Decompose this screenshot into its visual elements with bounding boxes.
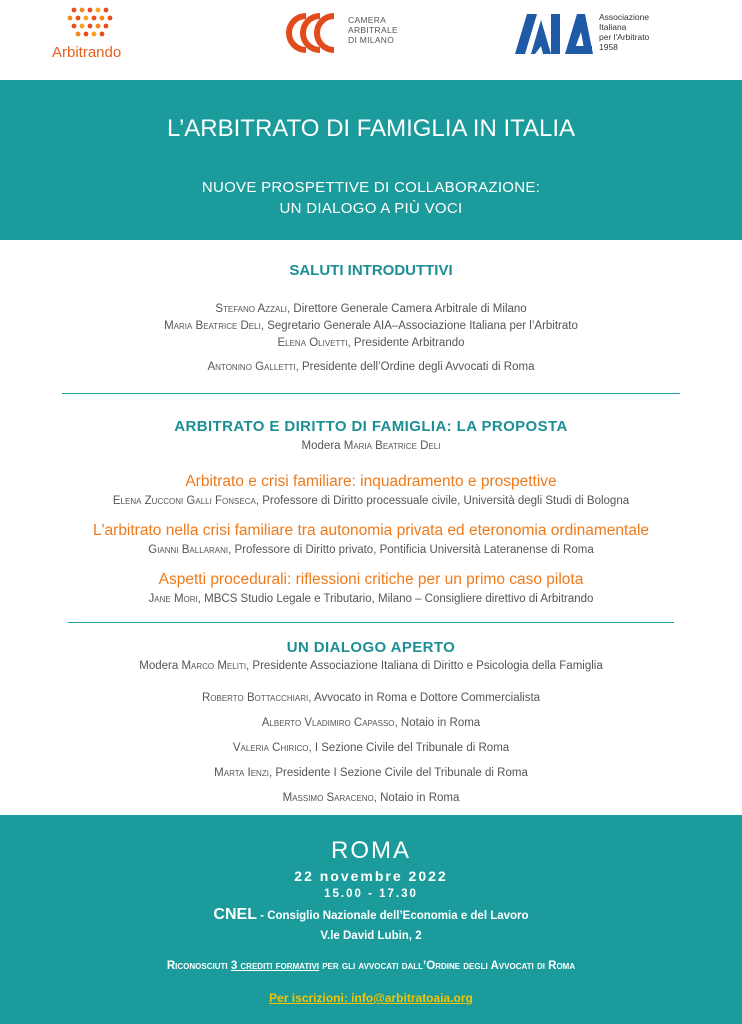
moderator-name: Marco Meliti — [181, 660, 247, 672]
saluti-speaker-4 — [0, 361, 742, 373]
aia-mark-icon — [515, 12, 595, 56]
speaker-name: Elena Olivetti — [277, 337, 348, 349]
speaker-role: , Professore di Diritto processuale civile, Università degli Studi di Bologna — [255, 495, 630, 507]
signup-line — [0, 989, 742, 1007]
aia-line-2: Italiana — [599, 22, 627, 32]
event-venue — [0, 906, 742, 924]
dialogo-speaker-4 — [0, 767, 742, 779]
dialogo-speaker-5 — [0, 792, 742, 804]
speaker-name: Antonino Galletti — [207, 361, 296, 373]
proposta-heading: ARBITRATO E DIRITTO DI FAMIGLIA: LA PROPOSTA — [174, 418, 568, 435]
speaker-name: Massimo Saraceno — [282, 792, 374, 804]
venue-description: - Consiglio Nazionale dell’Economia e del Lavoro — [256, 910, 529, 922]
camera-line-2: ARBITRALE — [348, 25, 398, 35]
speaker-name: Maria Beatrice Deli — [164, 320, 261, 332]
dialogo-speaker-2 — [0, 717, 742, 729]
camera-line-1: CAMERA — [348, 15, 387, 25]
subtitle-line-2: UN DIALOGO A PIÙ VOCI — [279, 200, 463, 217]
speaker-role: , Presidente Arbitrando — [347, 337, 465, 349]
speaker-name: Jane Mori — [148, 593, 198, 605]
speaker-name: Alberto Vladimiro Capasso — [261, 717, 395, 729]
talk-title-2: L'arbitrato nella crisi familiare tra autonomia privata ed eteronomia ordinamentale — [92, 522, 650, 539]
moderator-prefix: Modera — [139, 660, 182, 672]
speaker-name: Marta Ienzi — [214, 767, 269, 779]
arbitrando-logo — [52, 4, 134, 64]
event-time: 15.00 - 17.30 — [324, 888, 418, 900]
speaker-role: , Presidente dell’Ordine degli Avvocati di Roma — [295, 361, 535, 373]
divider-1 — [62, 393, 680, 394]
camera-arbitrale-mark-icon — [286, 10, 344, 56]
credits-prefix: Riconosciuti — [166, 960, 231, 972]
saluti-heading: SALUTI INTRODUTTIVI — [289, 262, 453, 279]
camera-arbitrale-text — [348, 15, 398, 45]
speaker-role: , Presidente I Sezione Civile del Tribunale di Roma — [268, 767, 528, 779]
dialogo-moderator — [0, 660, 742, 672]
moderator-prefix: Modera — [301, 440, 344, 452]
speaker-role: , MBCS Studio Legale e Tributario, Milano – Consigliere direttivo di Arbitrando — [197, 593, 594, 605]
event-address: V.le David Lubin, 2 — [320, 930, 422, 942]
event-city: ROMA — [331, 837, 411, 864]
footer-band — [0, 815, 742, 1024]
arbitrando-logo-text: Arbitrando — [52, 44, 122, 61]
speaker-role: , Notaio in Roma — [373, 792, 460, 804]
proposta-moderator — [0, 440, 742, 452]
camera-arbitrale-logo — [286, 10, 426, 58]
talk-title-1: Arbitrato e crisi familiare: inquadramento e prospettive — [185, 473, 557, 490]
dialogo-heading: UN DIALOGO APERTO — [286, 639, 456, 656]
moderator-role: , Presidente Associazione Italiana di Diritto e Psicologia della Famiglia — [246, 660, 603, 672]
speaker-role: , Avvocato in Roma e Dottore Commercialista — [308, 692, 541, 704]
dialogo-speaker-1 — [0, 692, 742, 704]
aia-text — [599, 12, 649, 52]
header-band — [0, 80, 742, 240]
event-date: 22 novembre 2022 — [294, 868, 448, 884]
divider-2 — [68, 622, 674, 623]
credits-suffix: per gli avvocati dall’Ordine degli Avvocati di Roma — [319, 960, 576, 972]
credits-count: 3 crediti formativi — [230, 960, 320, 972]
saluti-speaker-2 — [0, 320, 742, 332]
venue-name: CNEL — [213, 906, 257, 923]
speaker-name: Gianni Ballarani — [148, 544, 229, 556]
speaker-name: Roberto Bottacchiari — [201, 692, 309, 704]
aia-logo — [515, 10, 695, 58]
aia-line-1: Associazione — [599, 12, 650, 22]
arbitrando-dots-icon — [64, 4, 124, 42]
speaker-name: Valeria Chirico — [232, 742, 309, 754]
talk-speaker-1 — [0, 495, 742, 507]
moderator-name: Maria Beatrice Deli — [343, 440, 441, 452]
signup-email-link[interactable]: Per iscrizioni: info@arbitratoaia.org — [269, 991, 473, 1005]
camera-line-3: DI MILANO — [348, 35, 395, 45]
subtitle-line-1: NUOVE PROSPETTIVE DI COLLABORAZIONE: — [201, 179, 541, 196]
speaker-role: , Segretario Generale AIA–Associazione Italiana per l’Arbitrato — [260, 320, 578, 332]
speaker-role: , I Sezione Civile del Tribunale di Roma — [308, 742, 510, 754]
talk-speaker-3 — [0, 593, 742, 605]
speaker-name: Stefano Azzali — [215, 303, 287, 315]
speaker-name: Elena Zucconi Galli Fonseca — [112, 495, 256, 507]
dialogo-speaker-3 — [0, 742, 742, 754]
aia-line-3: per l'Arbitrato — [599, 32, 650, 42]
talk-speaker-2 — [0, 544, 742, 556]
talk-title-3: Aspetti procedurali: riflessioni critiche per un primo caso pilota — [158, 571, 584, 588]
speaker-role: , Direttore Generale Camera Arbitrale di Milano — [287, 303, 527, 315]
saluti-speaker-1 — [0, 303, 742, 315]
speaker-role: , Professore di Diritto privato, Pontificia Università Lateranense di Roma — [228, 544, 594, 556]
credits-note — [0, 960, 742, 972]
speaker-role: , Notaio in Roma — [394, 717, 481, 729]
saluti-speaker-3 — [0, 337, 742, 349]
aia-line-4: 1958 — [599, 42, 618, 52]
page-title: L’ARBITRATO DI FAMIGLIA IN ITALIA — [166, 115, 576, 142]
